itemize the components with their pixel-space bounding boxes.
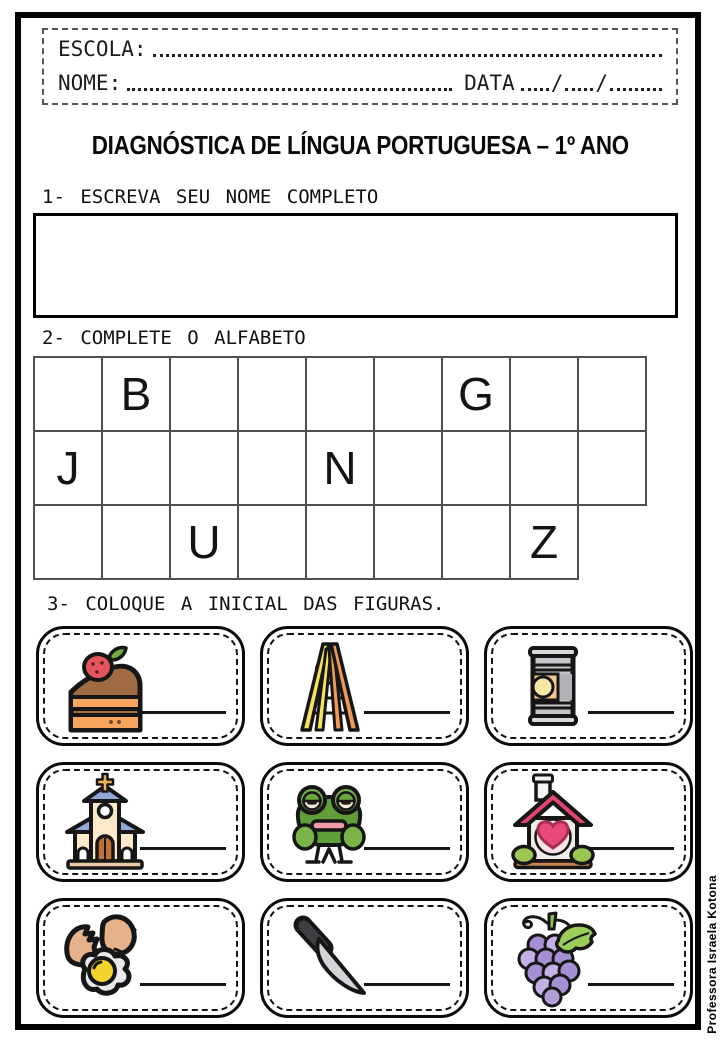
initial-answer-line[interactable] xyxy=(588,847,674,850)
alphabet-cell-empty[interactable] xyxy=(577,356,647,432)
date-slash: / xyxy=(595,71,608,95)
alphabet-cell-empty[interactable] xyxy=(169,356,239,432)
question-3-label: 3- COLOQUE A INICIAL DAS FIGURAS. xyxy=(47,593,445,615)
alphabet-cell-empty[interactable] xyxy=(509,430,579,506)
card-eggs xyxy=(36,898,245,1018)
card-house xyxy=(484,762,693,882)
alphabet-cell-empty[interactable] xyxy=(373,430,443,506)
initial-answer-line[interactable] xyxy=(140,711,226,714)
initial-answer-line[interactable] xyxy=(140,847,226,850)
card-knife xyxy=(260,898,469,1018)
initial-answer-line[interactable] xyxy=(588,983,674,986)
alphabet-grid xyxy=(35,358,647,580)
card-church xyxy=(36,762,245,882)
school-fill-line[interactable] xyxy=(153,36,662,57)
card-can xyxy=(484,626,693,746)
tin-can-icon xyxy=(503,635,603,737)
alphabet-cell-empty[interactable] xyxy=(441,504,511,580)
alphabet-cell-empty[interactable] xyxy=(169,430,239,506)
name-date-row xyxy=(58,70,662,95)
alphabet-row xyxy=(35,358,647,432)
question-1-label: 1- ESCREVA SEU NOME COMPLETO xyxy=(42,186,379,208)
author-credit-vertical: Professora Israela Kotona xyxy=(705,875,719,1034)
initial-answer-line[interactable] xyxy=(364,711,450,714)
alphabet-cell-empty[interactable] xyxy=(33,504,103,580)
date-year-line[interactable] xyxy=(610,70,662,91)
cake-icon xyxy=(55,635,155,737)
initial-answer-line[interactable] xyxy=(364,983,450,986)
name-fill-line[interactable] xyxy=(127,70,452,91)
alphabet-cell-empty[interactable] xyxy=(441,430,511,506)
alphabet-cell-empty[interactable] xyxy=(509,356,579,432)
alphabet-row xyxy=(35,432,647,506)
alphabet-cell-empty[interactable] xyxy=(33,356,103,432)
page-title: DIAGNÓSTICA DE LÍNGUA PORTUGUESA – 1º ANO xyxy=(91,130,629,160)
knife-icon xyxy=(279,907,379,1009)
question-2-label: 2- COMPLETE O ALFABETO xyxy=(42,327,306,349)
date-label: DATA xyxy=(464,71,515,95)
initial-answer-line[interactable] xyxy=(140,983,226,986)
alphabet-cell-empty[interactable] xyxy=(237,356,307,432)
alphabet-cell-empty[interactable] xyxy=(373,504,443,580)
figure-cards xyxy=(36,626,693,1018)
card-grapes xyxy=(484,898,693,1018)
alphabet-cell-filled[interactable]: U xyxy=(169,504,239,580)
frog-icon xyxy=(279,771,379,873)
house-icon xyxy=(503,771,603,873)
alphabet-cell-empty[interactable] xyxy=(305,504,375,580)
alphabet-cell-empty[interactable] xyxy=(237,504,307,580)
alphabet-cell-filled[interactable]: N xyxy=(305,430,375,506)
alphabet-row xyxy=(35,506,647,580)
full-name-answer-box[interactable] xyxy=(33,213,678,318)
initial-answer-line[interactable] xyxy=(364,847,450,850)
eggs-icon xyxy=(55,907,155,1009)
card-ladder xyxy=(260,626,469,746)
date-slash: / xyxy=(550,71,564,95)
initial-answer-line[interactable] xyxy=(588,711,674,714)
card-frog xyxy=(260,762,469,882)
alphabet-cell-empty[interactable] xyxy=(101,504,171,580)
alphabet-cell-empty[interactable] xyxy=(373,356,443,432)
grapes-icon xyxy=(503,907,603,1009)
alphabet-cell-filled[interactable]: Z xyxy=(509,504,579,580)
alphabet-cell-empty[interactable] xyxy=(237,430,307,506)
alphabet-cell-filled[interactable]: G xyxy=(441,356,511,432)
alphabet-cell-empty[interactable] xyxy=(305,356,375,432)
date-day-line[interactable] xyxy=(521,70,549,91)
alphabet-cell-empty[interactable] xyxy=(101,430,171,506)
school-row xyxy=(58,36,662,61)
ladder-icon xyxy=(279,635,379,737)
header-box xyxy=(42,28,678,105)
name-label: NOME: xyxy=(58,71,122,95)
alphabet-cell-empty[interactable] xyxy=(577,430,647,506)
date-month-line[interactable] xyxy=(565,70,593,91)
card-cake xyxy=(36,626,245,746)
alphabet-cell-filled[interactable]: J xyxy=(33,430,103,506)
school-label: ESCOLA: xyxy=(58,37,147,61)
alphabet-cell-filled[interactable]: B xyxy=(101,356,171,432)
church-icon xyxy=(55,771,155,873)
